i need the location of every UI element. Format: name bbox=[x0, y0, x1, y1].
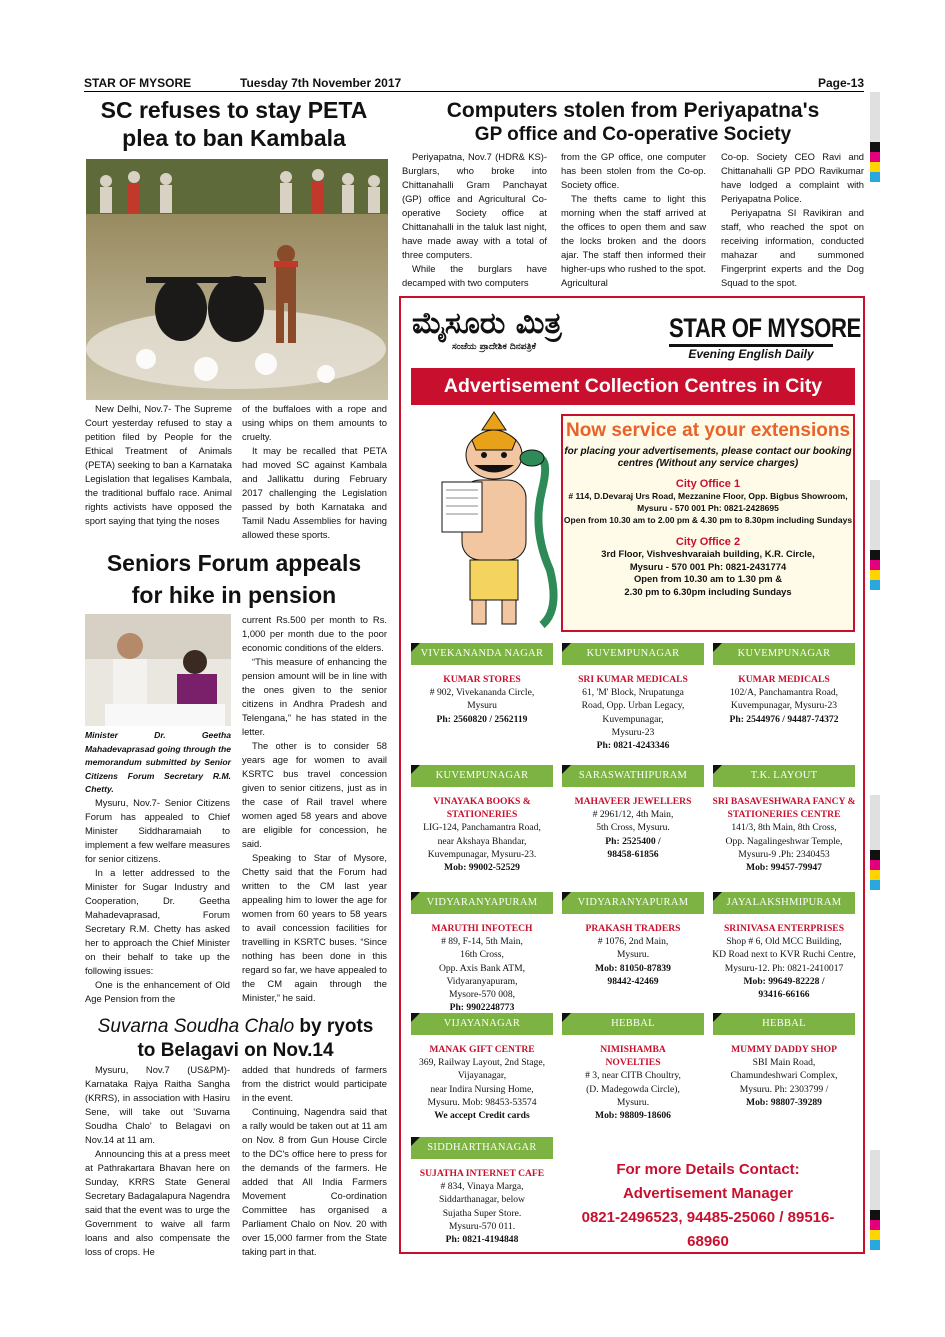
office2-line: 3rd Floor, Vishveshvaraiah building, K.R. Circle, bbox=[601, 548, 815, 559]
centre-address-line: Mysore-570 008, bbox=[448, 989, 516, 1001]
office2-line: Open from 10.30 am to 1.30 pm & bbox=[634, 573, 782, 584]
centre-phone: Mob: 99457-79947 bbox=[746, 862, 822, 874]
body-text: Continuing, Nagendra said that a rally would be taken out at 11 am on Nov. 8 from Gun House Circle to the DC's office here to press for the demands of the farmers. He added that All India Farmers Movement Co-ordination Committee has organised a Parliament Chalo on Nov. 20 with over 15,000 farmer from the State taking part in that. bbox=[242, 1106, 387, 1257]
centre-address-line: Sujatha Super Store. bbox=[442, 1207, 522, 1219]
sm-logo-text: STAR OF MYSORE bbox=[669, 312, 833, 347]
centre-address-line: Road, Opp. Urban Legacy, bbox=[581, 700, 685, 712]
centre-address-line: # 3, near CITB Choultry, bbox=[585, 1070, 681, 1082]
seniors-col1 bbox=[85, 796, 230, 1006]
print-strip-gray bbox=[870, 795, 880, 850]
sm-tagline: Evening English Daily bbox=[688, 347, 814, 361]
centre-details bbox=[409, 673, 555, 726]
body-text: of the buffaloes with a rope and using whips on them amounts to cruelty. bbox=[242, 403, 387, 442]
body-text: New Delhi, Nov.7- The Supreme Court yesterday refused to stay a petition filed by People for the Ethical Treatment of Animals (PETA) seeking to ban a Karnataka Legislation that legalises Kambala, the traditional buffalo race. Animal rights activists have opposed the sport saying that tying the noses bbox=[85, 403, 232, 526]
centre-shop-name: MARUTHI INFOTECH bbox=[431, 923, 533, 934]
kambala-col1 bbox=[85, 402, 232, 528]
seniors-photo-caption: Minister Dr. Geetha Mahadevaprasad going through the memorandum submitted by Senior Citizens Forum Secretary R.M. Chetty. bbox=[85, 730, 231, 795]
seniors-col2 bbox=[242, 613, 387, 1005]
centre-shop-name: SRI BASAVESHWARA FANCY & STATIONERIES CENTRE bbox=[712, 796, 856, 821]
headline-line: Seniors Forum appeals bbox=[106, 550, 362, 576]
centre-shop-name: PRAKASH TRADERS bbox=[585, 923, 681, 934]
issue-date: Tuesday 7th November 2017 bbox=[240, 76, 402, 90]
centre-area-tab: T.K. LAYOUT bbox=[713, 765, 855, 787]
centre-phone: Ph: 0821-4194848 bbox=[445, 1234, 519, 1246]
centre-address-line: 102/A, Panchamantra Road, bbox=[729, 687, 839, 699]
centre-address-line: 141/3, 8th Main, 8th Cross, bbox=[731, 822, 837, 834]
body-text: Speaking to Star of Mysore, Chetty said that the Forum had written to the CM last year appealing him to lower the age for women from 60 years to 58 years to avail concession facilities for travelling in KSRTC buses. “Since nothing has been done in this regard so far, we have appealed to the CM again through the Minister,” he said. bbox=[242, 852, 387, 1003]
headline-line: GP office and Co-operative Society bbox=[474, 124, 792, 145]
centre-details bbox=[711, 1043, 857, 1109]
centre-area-tab: VIJAYANAGAR bbox=[411, 1013, 553, 1035]
body-text: The thefts came to light this morning when the staff arrived at the offices to open them and saw the locks broken and the doors ajar. The staff then informed their higher-ups who rushed to the spot. Agricultural bbox=[561, 193, 706, 288]
centre-address-line: Kuvempunagar, Mysuru-23. bbox=[427, 848, 537, 860]
headline-italic: Suvarna Soudha Chalo bbox=[97, 1016, 295, 1037]
centre-address-line: Vidyaranyapuram, bbox=[446, 975, 518, 987]
body-text: It may be recalled that PETA had moved SC against Kambala and Jallikattu during February 2017 challenging the Legislation passed by both Karnataka and Tamil Nadu Assemblies for having allowed these sports. bbox=[242, 445, 387, 540]
body-text: The other is to consider 58 years age for women to avail KSRTC bus travel concession given to senior citizens, just as in the case of Rail travel where women aged 58 years and above are eligible for concession, he said. bbox=[242, 740, 387, 849]
centre-phone: Mob: 99002-52529 bbox=[444, 862, 520, 874]
centre-address-line: Mysuru-570 011. bbox=[448, 1220, 516, 1232]
suvarna-headline bbox=[84, 1015, 387, 1063]
centre-shop-name: MUMMY DADDY SHOP bbox=[731, 1044, 837, 1055]
centre-address-line: # 89, F-14, 5th Main, bbox=[441, 936, 523, 948]
centre-address-line: Mysuru-23 bbox=[611, 726, 655, 738]
centre-phone: Ph: 2525400 / 98458-61856 bbox=[605, 835, 661, 860]
centre-address-line: Shop # 6, Old MCC Building, bbox=[726, 936, 842, 948]
centre-area-tab: HEBBAL bbox=[713, 1013, 855, 1035]
centre-details bbox=[711, 673, 857, 726]
centre-shop-name: SRI KUMAR MEDICALS bbox=[578, 674, 688, 685]
centre-shop-name: SUJATHA INTERNET CAFE bbox=[419, 1168, 545, 1179]
centre-phone: Mob: 98809-18606 bbox=[595, 1110, 671, 1122]
centre-shop-name: KUMAR MEDICALS bbox=[738, 674, 830, 685]
body-text: In a letter addressed to the Minister for Sugar Industry and Cooperation, Dr. Geetha Mahadevaprasad, Forum Secretary R.M. Chetty has asked her to approach the Chief Minister on their behalf to take up the following issues: bbox=[85, 867, 230, 976]
centre-details bbox=[560, 922, 706, 988]
centre-address-line: # 834, Vinaya Marga, bbox=[440, 1181, 524, 1193]
computers-col2 bbox=[561, 150, 706, 290]
color-bars bbox=[870, 142, 880, 182]
headline-rest: by ryots bbox=[294, 1016, 374, 1037]
centre-area-tab: VIVEKANANDA NAGAR bbox=[411, 643, 553, 665]
centre-address-line: 5th Cross, Mysuru. bbox=[596, 822, 670, 834]
centre-shop-name: NIMISHAMBA NOVELTIES bbox=[600, 1044, 666, 1069]
office1-hours: Open from 10.30 am to 2.00 pm & 4.30 pm to 8.30pm including Sundays bbox=[563, 515, 853, 525]
headline-line: to Belagavi on Nov.14 bbox=[137, 1040, 334, 1061]
centre-address-line: Mysuru. bbox=[616, 1096, 650, 1108]
centre-address-line: (D. Madegowda Circle), bbox=[586, 1083, 680, 1095]
suvarna-col1 bbox=[85, 1063, 230, 1259]
centre-phone: Ph: 9902248773 bbox=[449, 1002, 515, 1014]
centre-shop-name: SRINIVASA ENTERPRISES bbox=[723, 923, 845, 934]
centre-address-line: 16th Cross, bbox=[460, 949, 504, 961]
centre-address-line: near Indira Nursing Home, bbox=[430, 1083, 534, 1095]
office2-line: 2.30 pm to 6.30pm including Sundays bbox=[624, 585, 792, 597]
ad-title-band: Advertisement Collection Centres in City bbox=[411, 368, 855, 405]
headline-line: plea to ban Kambala bbox=[122, 125, 346, 151]
centre-phone: Ph: 2560820 / 2562119 bbox=[436, 713, 528, 725]
headline-line: SC refuses to stay PETA bbox=[100, 97, 368, 123]
body-text: Announcing this at a press meet at Pathrakartara Bhavan here on Sunday, KRRS State General Secretary Badagalapura Nagendra said that the event was to urge the Government to waive all farm loans and also compensate the loss of crops. He bbox=[85, 1148, 230, 1257]
computers-col1 bbox=[402, 150, 547, 290]
centre-address-line: Vijayanagar, bbox=[457, 1070, 507, 1082]
office2-line: Mysuru - 570 001 Ph: 0821-2431774 bbox=[629, 560, 787, 572]
centre-details bbox=[560, 795, 706, 861]
headline-line: Computers stolen from Periyapatna's bbox=[446, 99, 820, 122]
centre-address-line: near Akshaya Bhandar, bbox=[437, 835, 527, 847]
color-bars bbox=[870, 550, 880, 590]
centre-area-tab: KUVEMPUNAGAR bbox=[411, 765, 553, 787]
centre-details bbox=[409, 795, 555, 874]
computers-col3 bbox=[721, 150, 864, 290]
mascot-illustration bbox=[412, 410, 560, 632]
contact-line: Advertisement Manager bbox=[622, 1185, 794, 1202]
centre-area-tab: KUVEMPUNAGAR bbox=[562, 643, 704, 665]
centre-phone: We accept Credit cards bbox=[434, 1110, 530, 1122]
body-text: Mysuru, Nov.7- Senior Citizens Forum has appealed to Chief Minister Siddharamaiah to implement a few welfare measures for senior citizens. bbox=[85, 797, 230, 864]
centre-details bbox=[409, 922, 555, 1014]
body-text: While the burglars have decamped with two computers bbox=[402, 263, 547, 288]
centre-address-line: LIG-124, Panchamantra Road, bbox=[423, 822, 541, 834]
centre-shop-name: KUMAR STORES bbox=[443, 674, 521, 685]
paper-name: STAR OF MYSORE bbox=[84, 76, 192, 90]
centre-details bbox=[711, 922, 857, 1001]
office2-title: City Office 2 bbox=[675, 536, 741, 548]
centre-address-line: Opp. Axis Bank ATM, bbox=[438, 962, 526, 974]
centre-address-line: Kuvempunagar, bbox=[602, 713, 664, 725]
service-extensions-box bbox=[561, 414, 855, 632]
kambala-col2 bbox=[242, 402, 387, 542]
body-text: Mysuru, Nov.7 (US&PM)- Karnataka Rajya Raitha Sangha (KRRS), in association with Hasiru Sene, will take out 'Suvarna Soudha Chalo' to Belagavi on Nov.14 at 11 am. bbox=[85, 1064, 230, 1145]
contact-block bbox=[562, 1158, 854, 1254]
now-title: Now service at your extensions bbox=[565, 420, 851, 441]
centre-address-line: # 2961/12, 4th Main, bbox=[592, 809, 674, 821]
page-header bbox=[84, 74, 864, 92]
body-text: Periyapatna, Nov.7 (HDR& KS)- Burglars, who broke into Chittanahalli Gram Panchayat (GP) office and Agricultural Co-operative Society office at Chittanahalli in the taluk last night, have made away with a total of three computers. bbox=[402, 151, 547, 260]
now-subtitle: for placing your advertisements, please contact our booking centres (Without any service charges) bbox=[564, 446, 852, 469]
centre-address-line: SBI Main Road, bbox=[752, 1057, 816, 1069]
print-strip-gray bbox=[870, 1150, 880, 1210]
centre-area-tab: VIDYARANYAPURAM bbox=[562, 892, 704, 914]
centre-address-line: Mysuru-9 .Ph: 2340453 bbox=[738, 848, 830, 860]
kannada-tagline: ಸಂಜೆಯ ಪ್ರಾದೇಶಿಕ ದಿನಪತ್ರಿಕೆ bbox=[452, 342, 537, 352]
body-text: One is the enhancement of Old Age Pension from the bbox=[85, 979, 230, 1004]
centre-details bbox=[560, 1043, 706, 1122]
seniors-photo bbox=[85, 614, 231, 726]
centre-address-line: Chamundeshwari Complex, bbox=[730, 1070, 838, 1082]
centre-shop-name: VINAYAKA BOOKS & STATIONERIES bbox=[433, 796, 531, 821]
centre-address-line: # 902, Vivekananda Circle, bbox=[429, 687, 535, 699]
centre-address-line: # 1076, 2nd Main, bbox=[597, 936, 669, 948]
office1-title: City Office 1 bbox=[675, 478, 741, 490]
print-strip-gray bbox=[870, 480, 880, 550]
centre-address-line: Mysuru. Mob: 98453-53574 bbox=[427, 1096, 537, 1108]
color-bars bbox=[870, 1210, 880, 1250]
centre-area-tab: JAYALAKSHMIPURAM bbox=[713, 892, 855, 914]
seniors-headline bbox=[84, 547, 384, 611]
centre-address-line: 369, Railway Layout, 2nd Stage, bbox=[418, 1057, 546, 1069]
sm-logo bbox=[651, 312, 861, 361]
centre-address-line: Mysuru-12. Ph: 0821-2410017 bbox=[724, 962, 844, 974]
centre-shop-name: MANAK GIFT CENTRE bbox=[429, 1044, 535, 1055]
centre-details bbox=[711, 795, 857, 874]
centre-details bbox=[409, 1043, 555, 1122]
body-text: current Rs.500 per month to Rs. 1,000 per month due to the poor economic conditions of the elders. bbox=[242, 614, 387, 653]
page-number: Page-13 bbox=[817, 76, 864, 90]
centre-phone: Mob: 81050-87839 98442-42469 bbox=[595, 962, 671, 987]
centre-address-line: 61, 'M' Block, Nrupatunga bbox=[582, 687, 684, 699]
centre-address-line: Opp. Nagalingeshwar Temple, bbox=[725, 835, 843, 847]
body-text: added that hundreds of farmers from the district would participate in the event. bbox=[242, 1064, 387, 1103]
body-text: Periyapatna SI Ravikiran and staff, who reached the spot on receiving information, conducted mahazar and summoned Fingerprint experts and the Dog Squad to the spot. bbox=[721, 207, 864, 288]
print-strip-gray bbox=[870, 92, 880, 142]
headline-line bbox=[84, 1015, 387, 1039]
centre-address-line: Kuvempunagar, Mysuru-23 bbox=[730, 700, 838, 712]
centre-area-tab: SIDDHARTHANAGAR bbox=[411, 1137, 553, 1159]
centre-address-line: Siddarthanagar, below bbox=[439, 1194, 525, 1206]
centre-phone: Mob: 99649-82228 / 93416-66166 bbox=[743, 975, 825, 1001]
suvarna-col2 bbox=[242, 1063, 387, 1259]
kambala-headline bbox=[84, 96, 384, 152]
headline-line: for hike in pension bbox=[131, 582, 337, 608]
contact-line: For more Details Contact: bbox=[616, 1161, 800, 1178]
centre-area-tab: HEBBAL bbox=[562, 1013, 704, 1035]
kambala-photo bbox=[86, 159, 388, 400]
office1-address: # 114, D.Devaraj Urs Road, Mezzanine Floor, Opp. Bigbus Showroom, Mysuru - 570 001 Ph: 0821-2428695 bbox=[568, 491, 848, 513]
centre-area-tab: VIDYARANYAPURAM bbox=[411, 892, 553, 914]
kannada-logo-text: ಮೈಸೂರು ಮಿತ್ರ bbox=[412, 306, 562, 341]
centre-phone: Ph: 2544976 / 94487-74372 bbox=[729, 713, 839, 725]
centre-area-tab: SARASWATHIPURAM bbox=[562, 765, 704, 787]
body-text: “This measure of enhancing the pension amount will be in line with the ones given to the senior citizens in Andhra Pradesh and Telengana,” he has stated in the letter. bbox=[242, 656, 387, 737]
computers-headline bbox=[400, 98, 866, 146]
color-bars bbox=[870, 850, 880, 890]
centre-area-tab: KUVEMPUNAGAR bbox=[713, 643, 855, 665]
centre-details bbox=[409, 1167, 555, 1246]
centre-phone: Ph: 0821-4243346 bbox=[596, 740, 670, 752]
centre-details bbox=[560, 673, 706, 752]
contact-phones: 0821-2496523, 94485-25060 / 89516-68960 bbox=[581, 1209, 835, 1250]
centre-address-line: KD Road next to KVR Ruchi Centre, bbox=[712, 949, 856, 961]
centre-address-line: Mysuru bbox=[467, 700, 497, 712]
body-text: Co-op. Society CEO Ravi and Chittanahalli GP PDO Ravikumar have lodged a complaint with Periyapatna Police. bbox=[721, 151, 864, 204]
centre-phone: Mob: 98807-39289 bbox=[746, 1096, 822, 1108]
centre-address-line: Mysuru. bbox=[616, 949, 650, 961]
kannada-logo bbox=[412, 306, 622, 352]
body-text: from the GP office, one computer has been stolen from the Co-op. Society office. bbox=[561, 151, 706, 190]
centre-address-line: Mysuru. Ph: 2303799 / bbox=[739, 1083, 829, 1095]
centre-shop-name: MAHAVEER JEWELLERS bbox=[574, 796, 692, 807]
